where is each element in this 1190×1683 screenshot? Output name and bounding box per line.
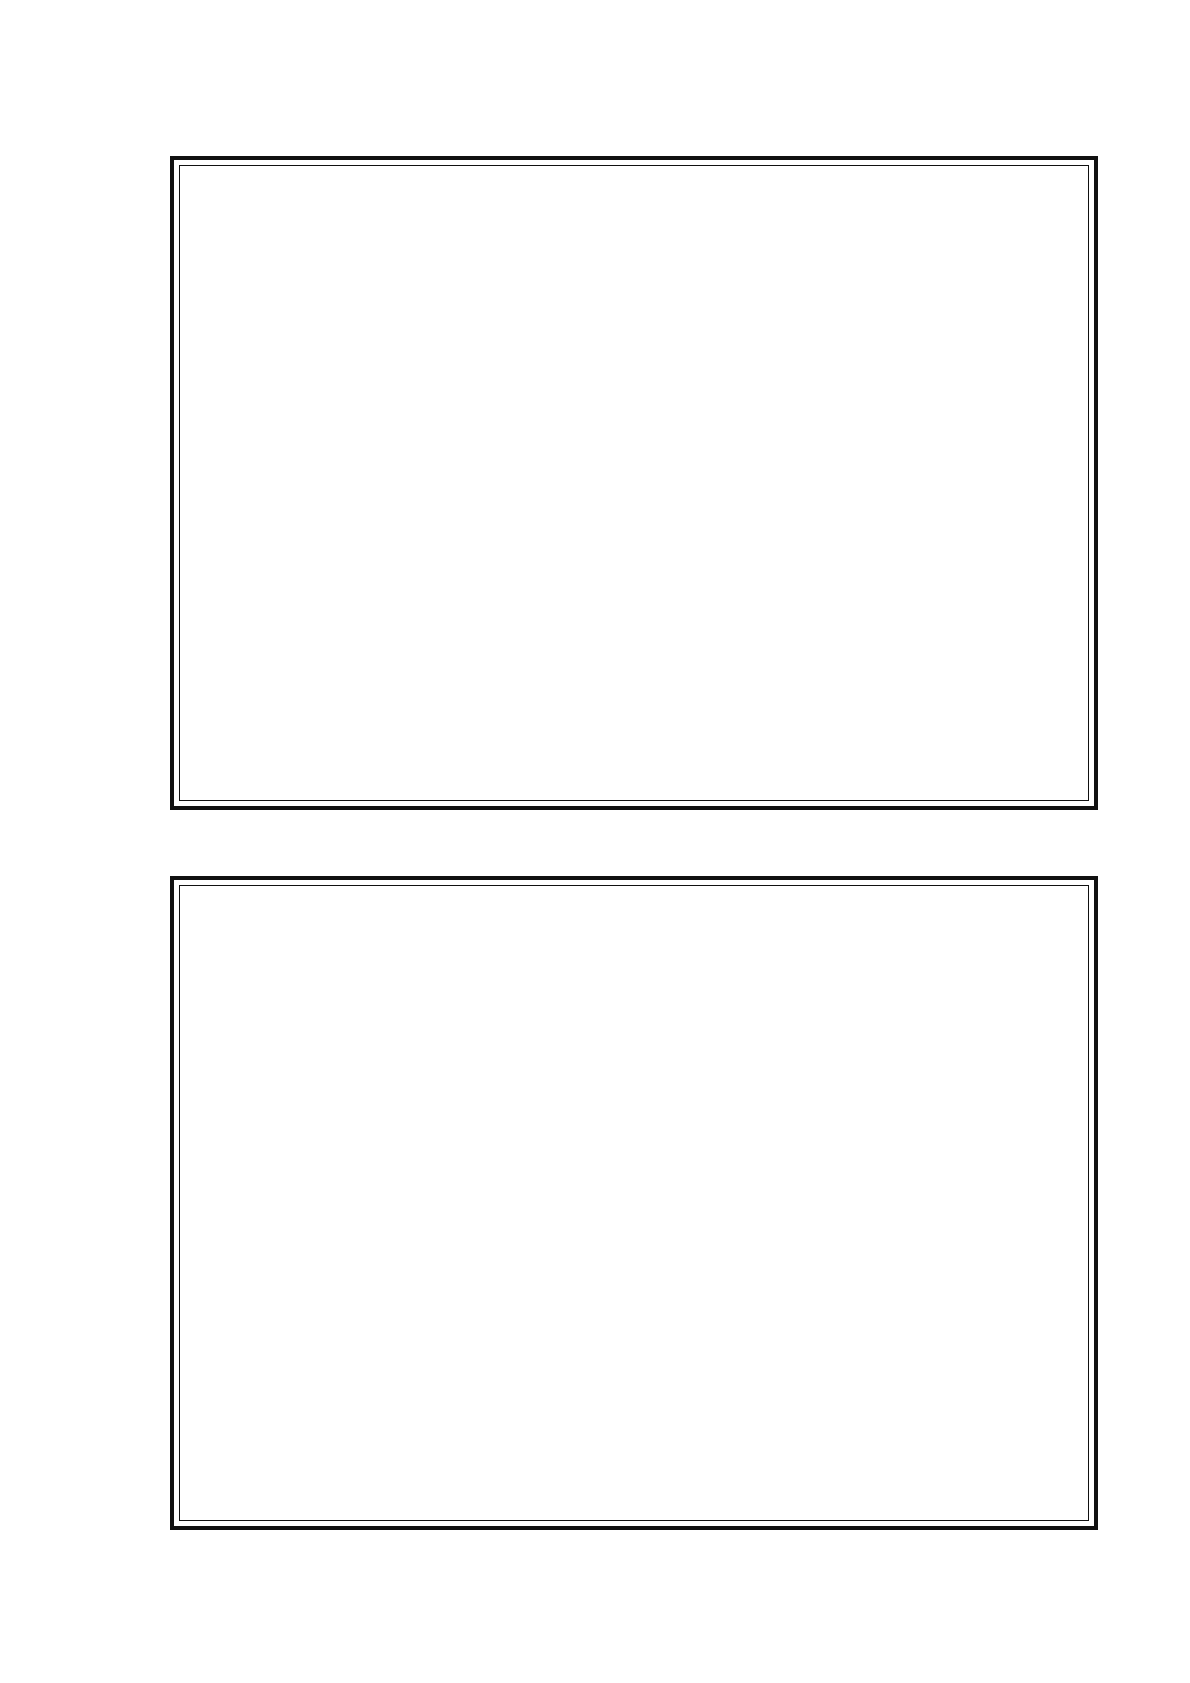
upper-page-frame — [170, 156, 1098, 810]
lower-page-frame — [170, 876, 1098, 1530]
